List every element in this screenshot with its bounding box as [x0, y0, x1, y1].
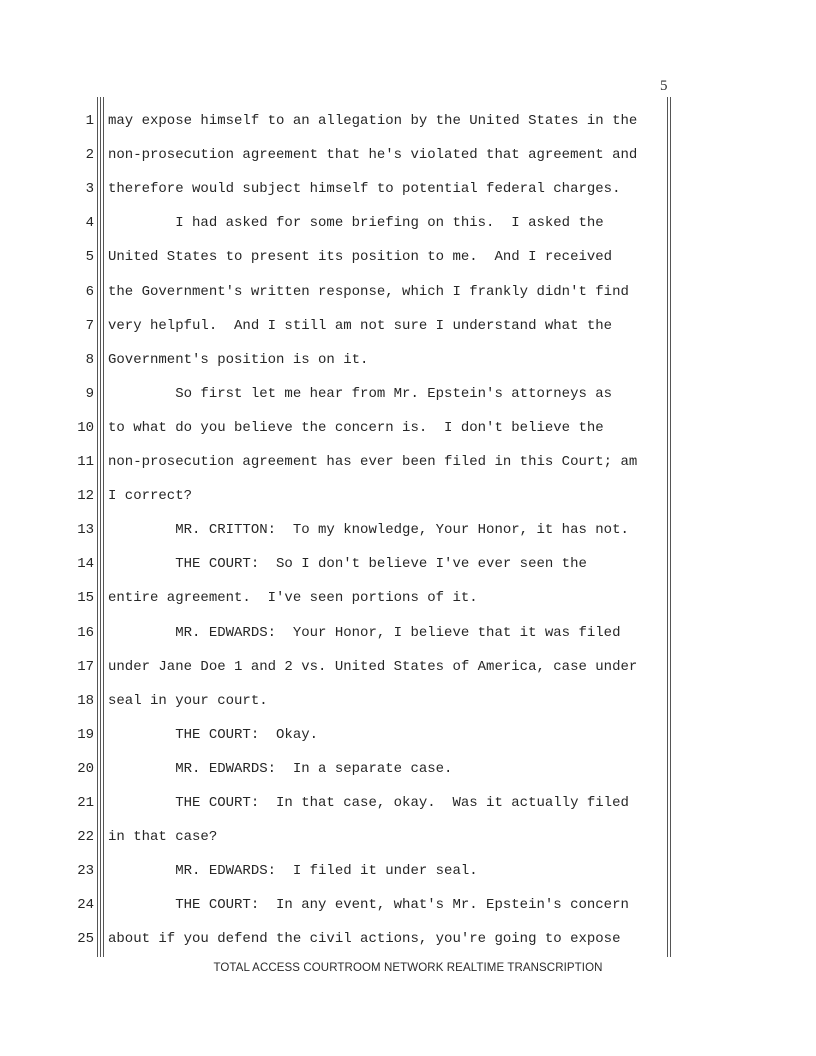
transcript-line — [0, 282, 700, 302]
line-text: the Government's written response, which I frankly didn't find — [108, 283, 629, 300]
line-text: THE COURT: In any event, what's Mr. Epstein's concern — [108, 897, 629, 914]
transcript-line — [0, 111, 700, 131]
line-number: 15 — [77, 590, 94, 607]
line-text: may expose himself to an allegation by the United States in the — [108, 113, 638, 129]
line-text: to what do you believe the concern is. I don't believe the — [108, 419, 604, 436]
transcript-line — [0, 861, 700, 881]
transcript-line — [0, 213, 700, 233]
transcript-line — [0, 316, 700, 336]
line-text: THE COURT: So I don't believe I've ever seen the — [108, 556, 587, 573]
line-text: about if you defend the civil actions, you're going to expose — [108, 931, 621, 948]
footer-banner: TOTAL ACCESS COURTROOM NETWORK REALTIME TRANSCRIPTION — [213, 962, 603, 974]
transcript-line — [0, 145, 700, 165]
line-number: 5 — [85, 249, 94, 266]
line-text: Government's position is on it. — [108, 351, 369, 368]
transcript-line — [0, 759, 700, 779]
line-text: So first let me hear from Mr. Epstein's attorneys as — [108, 385, 613, 402]
line-text: THE COURT: In that case, okay. Was it actually filed — [108, 795, 629, 811]
line-text: non-prosecution agreement that he's violated that agreement and — [108, 147, 638, 164]
line-number: 20 — [77, 760, 94, 777]
line-number: 17 — [77, 658, 94, 675]
line-number: 9 — [85, 385, 94, 402]
line-text: MR. EDWARDS: In a separate case. — [108, 760, 453, 777]
line-number: 19 — [77, 726, 94, 743]
line-number: 10 — [77, 419, 94, 436]
transcript-line — [0, 418, 700, 438]
line-number: 13 — [77, 522, 94, 539]
line-number: 4 — [85, 215, 94, 232]
transcript-line — [0, 554, 700, 574]
transcript-line — [0, 929, 700, 949]
line-number: 6 — [85, 283, 94, 300]
line-number: 24 — [77, 897, 94, 914]
line-number: 12 — [77, 488, 94, 505]
transcript-line — [0, 827, 700, 847]
line-number: 22 — [77, 829, 94, 846]
line-number: 18 — [77, 692, 94, 709]
line-number: 1 — [85, 113, 94, 129]
transcript-line — [0, 623, 700, 643]
line-text: I correct? — [108, 488, 193, 505]
line-number: 16 — [77, 624, 94, 641]
line-text: under Jane Doe 1 and 2 vs. United States of America, case under — [108, 658, 638, 675]
line-number: 14 — [77, 556, 94, 573]
page-number: 5 — [660, 78, 668, 94]
line-text: non-prosecution agreement has ever been filed in this Court; am — [108, 454, 638, 470]
transcript-line — [0, 247, 700, 267]
transcript-line — [0, 657, 700, 677]
transcript-line — [0, 895, 700, 915]
line-text: therefore would subject himself to potential federal charges. — [108, 181, 621, 198]
transcript-line — [0, 486, 700, 506]
line-number: 7 — [85, 317, 94, 334]
transcript-line — [0, 350, 700, 370]
line-number: 21 — [77, 795, 94, 811]
line-text: in that case? — [108, 829, 218, 846]
line-text: very helpful. And I still am not sure I understand what the — [108, 317, 613, 334]
transcript-line — [0, 691, 700, 711]
line-text: entire agreement. I've seen portions of it. — [108, 590, 478, 607]
line-number: 23 — [77, 863, 94, 880]
line-number: 2 — [85, 147, 94, 164]
line-text: United States to present its position to me. And I received — [108, 249, 613, 266]
line-text: I had asked for some briefing on this. I asked the — [108, 215, 604, 232]
line-number: 3 — [85, 181, 94, 198]
transcript-line — [0, 520, 700, 540]
line-number: 25 — [77, 931, 94, 948]
line-text: MR. EDWARDS: I filed it under seal. — [108, 863, 478, 880]
line-text: THE COURT: Okay. — [108, 726, 319, 743]
line-number: 8 — [85, 351, 94, 368]
line-text: MR. CRITTON: To my knowledge, Your Honor, it has not. — [108, 522, 629, 539]
line-text: MR. EDWARDS: Your Honor, I believe that it was filed — [108, 624, 621, 641]
transcript-line — [0, 725, 700, 745]
line-text: seal in your court. — [108, 692, 268, 709]
transcript-line — [0, 793, 700, 813]
line-number: 11 — [77, 454, 94, 470]
transcript-line — [0, 452, 700, 472]
transcript-line — [0, 384, 700, 404]
transcript-line — [0, 179, 700, 199]
transcript-line — [0, 588, 700, 608]
